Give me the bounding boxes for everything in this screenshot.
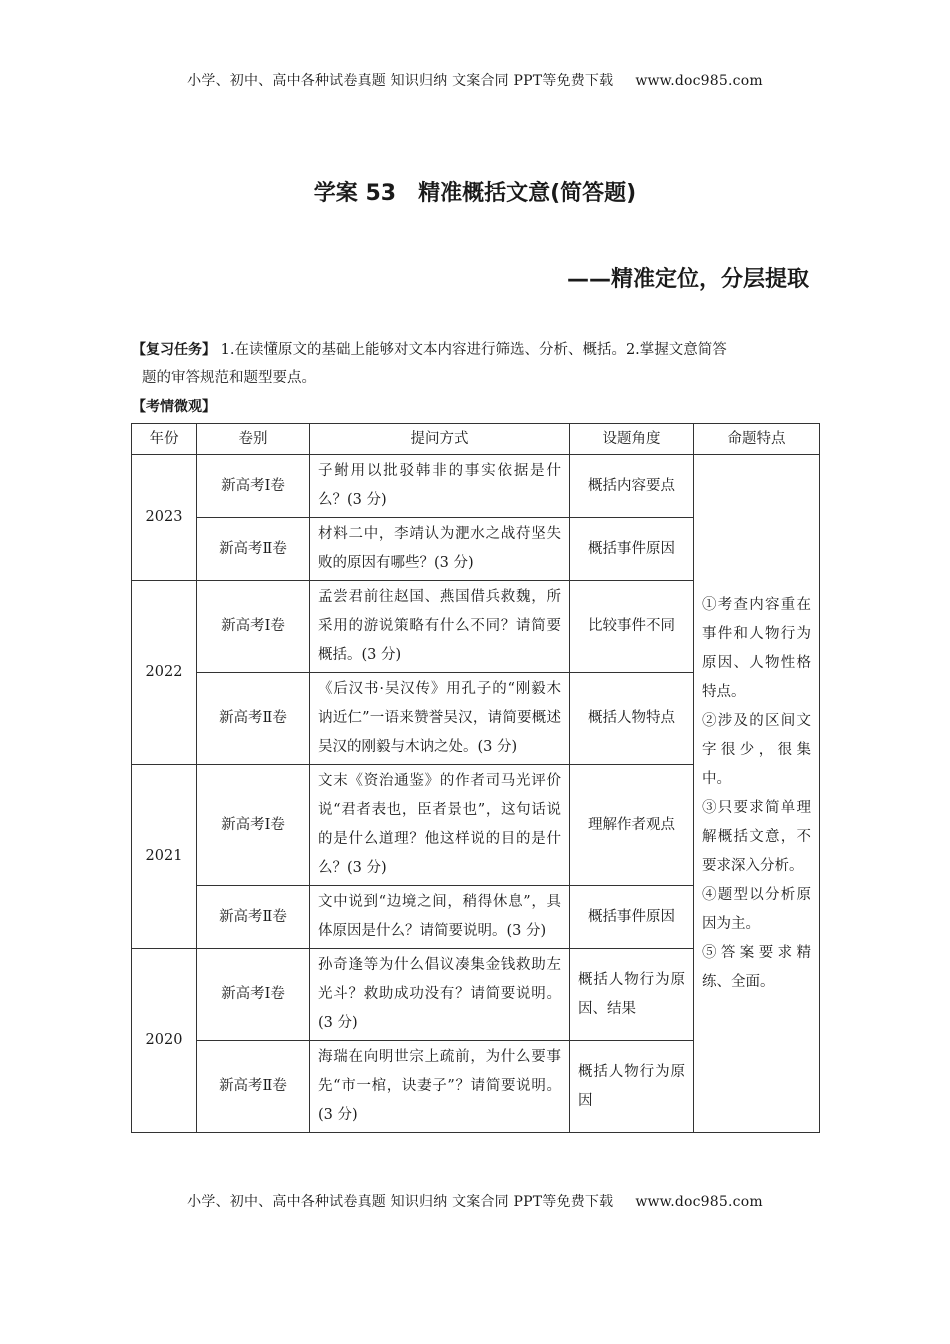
question-cell: 文中说到“边境之间，稍得休息”，具体原因是什么？请简要说明。(3 分) xyxy=(310,886,570,949)
header-paper: 卷别 xyxy=(197,424,310,455)
table-header-row xyxy=(132,424,820,455)
header-year: 年份 xyxy=(132,424,197,455)
exam-table xyxy=(131,423,820,1133)
feature-item: ②涉及的区间文字很少，很集中。 xyxy=(702,712,811,787)
feature-item: ①考查内容重在事件和人物行为原因、人物性格特点。 xyxy=(702,596,811,700)
paper-cell: 新高考Ⅰ卷 xyxy=(197,581,310,673)
question-cell: 海瑞在向明世宗上疏前，为什么要事先“市一棺，诀妻子”？请简要说明。(3 分) xyxy=(310,1041,570,1133)
angle-cell: 概括人物行为原因 xyxy=(570,1041,694,1133)
exam-section-label: 【考情微观】 xyxy=(132,399,216,415)
question-cell: 《后汉书·吴汉传》用孔子的“刚毅木讷近仁”一语来赞誉吴汉，请简要概述吴汉的刚毅与木讷之处。(3 分) xyxy=(310,673,570,765)
angle-cell: 概括内容要点 xyxy=(570,455,694,518)
review-task xyxy=(132,336,822,392)
feature-item: ④题型以分析原因为主。 xyxy=(702,886,811,932)
year-cell: 2022 xyxy=(132,581,197,765)
header-feature: 命题特点 xyxy=(694,424,820,455)
year-cell: 2020 xyxy=(132,949,197,1133)
paper-cell: 新高考Ⅰ卷 xyxy=(197,455,310,518)
angle-cell: 比较事件不同 xyxy=(570,581,694,673)
paper-cell: 新高考Ⅱ卷 xyxy=(197,886,310,949)
angle-cell: 概括人物特点 xyxy=(570,673,694,765)
question-cell: 孙奇逢等为什么倡议凑集金钱救助左光斗？救助成功没有？请简要说明。(3 分) xyxy=(310,949,570,1041)
paper-cell: 新高考Ⅰ卷 xyxy=(197,949,310,1041)
footer-site[interactable]: www.doc985.com xyxy=(635,1194,763,1210)
question-cell: 文末《资治通鉴》的作者司马光评价说“君者表也，臣者景也”，这句话说的是什么道理？他这样说的目的是什么？(3 分) xyxy=(310,765,570,886)
angle-cell: 概括事件原因 xyxy=(570,518,694,581)
question-cell: 孟尝君前往赵国、燕国借兵救魏，所采用的游说策略有什么不同？请简要概括。(3 分) xyxy=(310,581,570,673)
year-cell: 2021 xyxy=(132,765,197,949)
feature-cell xyxy=(694,455,820,1133)
angle-cell: 概括事件原因 xyxy=(570,886,694,949)
question-cell: 子鲋用以批驳韩非的事实依据是什么？(3 分) xyxy=(310,455,570,518)
paper-cell: 新高考Ⅱ卷 xyxy=(197,673,310,765)
feature-item: ⑤答案要求精练、全面。 xyxy=(702,944,811,990)
review-line-2: 题的审答规范和题型要点。 xyxy=(142,370,316,386)
paper-cell: 新高考Ⅱ卷 xyxy=(197,518,310,581)
review-label: 【复习任务】 xyxy=(132,342,216,358)
page-footer xyxy=(0,1191,950,1211)
page-subtitle: ——精准定位，分层提取 xyxy=(566,267,809,292)
angle-cell: 理解作者观点 xyxy=(570,765,694,886)
table-row xyxy=(132,455,820,518)
question-cell: 材料二中，李靖认为淝水之战苻坚失败的原因有哪些？(3 分) xyxy=(310,518,570,581)
header-angle: 设题角度 xyxy=(570,424,694,455)
feature-item: ③只要求简单理解概括文意，不要求深入分析。 xyxy=(702,799,811,874)
header-question: 提问方式 xyxy=(310,424,570,455)
page-header xyxy=(0,70,950,90)
review-line-1: 1.在读懂原文的基础上能够对文本内容进行筛选、分析、概括。2.掌握文意简答 xyxy=(220,342,727,358)
paper-cell: 新高考Ⅱ卷 xyxy=(197,1041,310,1133)
footer-text: 小学、初中、高中各种试卷真题 知识归纳 文案合同 PPT等免费下载 xyxy=(187,1194,614,1210)
year-cell: 2023 xyxy=(132,455,197,581)
paper-cell: 新高考Ⅰ卷 xyxy=(197,765,310,886)
page-title: 学案 53 精准概括文意(简答题) xyxy=(313,181,637,206)
header-text: 小学、初中、高中各种试卷真题 知识归纳 文案合同 PPT等免费下载 xyxy=(187,73,614,89)
angle-cell: 概括人物行为原因、结果 xyxy=(570,949,694,1041)
header-site[interactable]: www.doc985.com xyxy=(635,73,763,89)
